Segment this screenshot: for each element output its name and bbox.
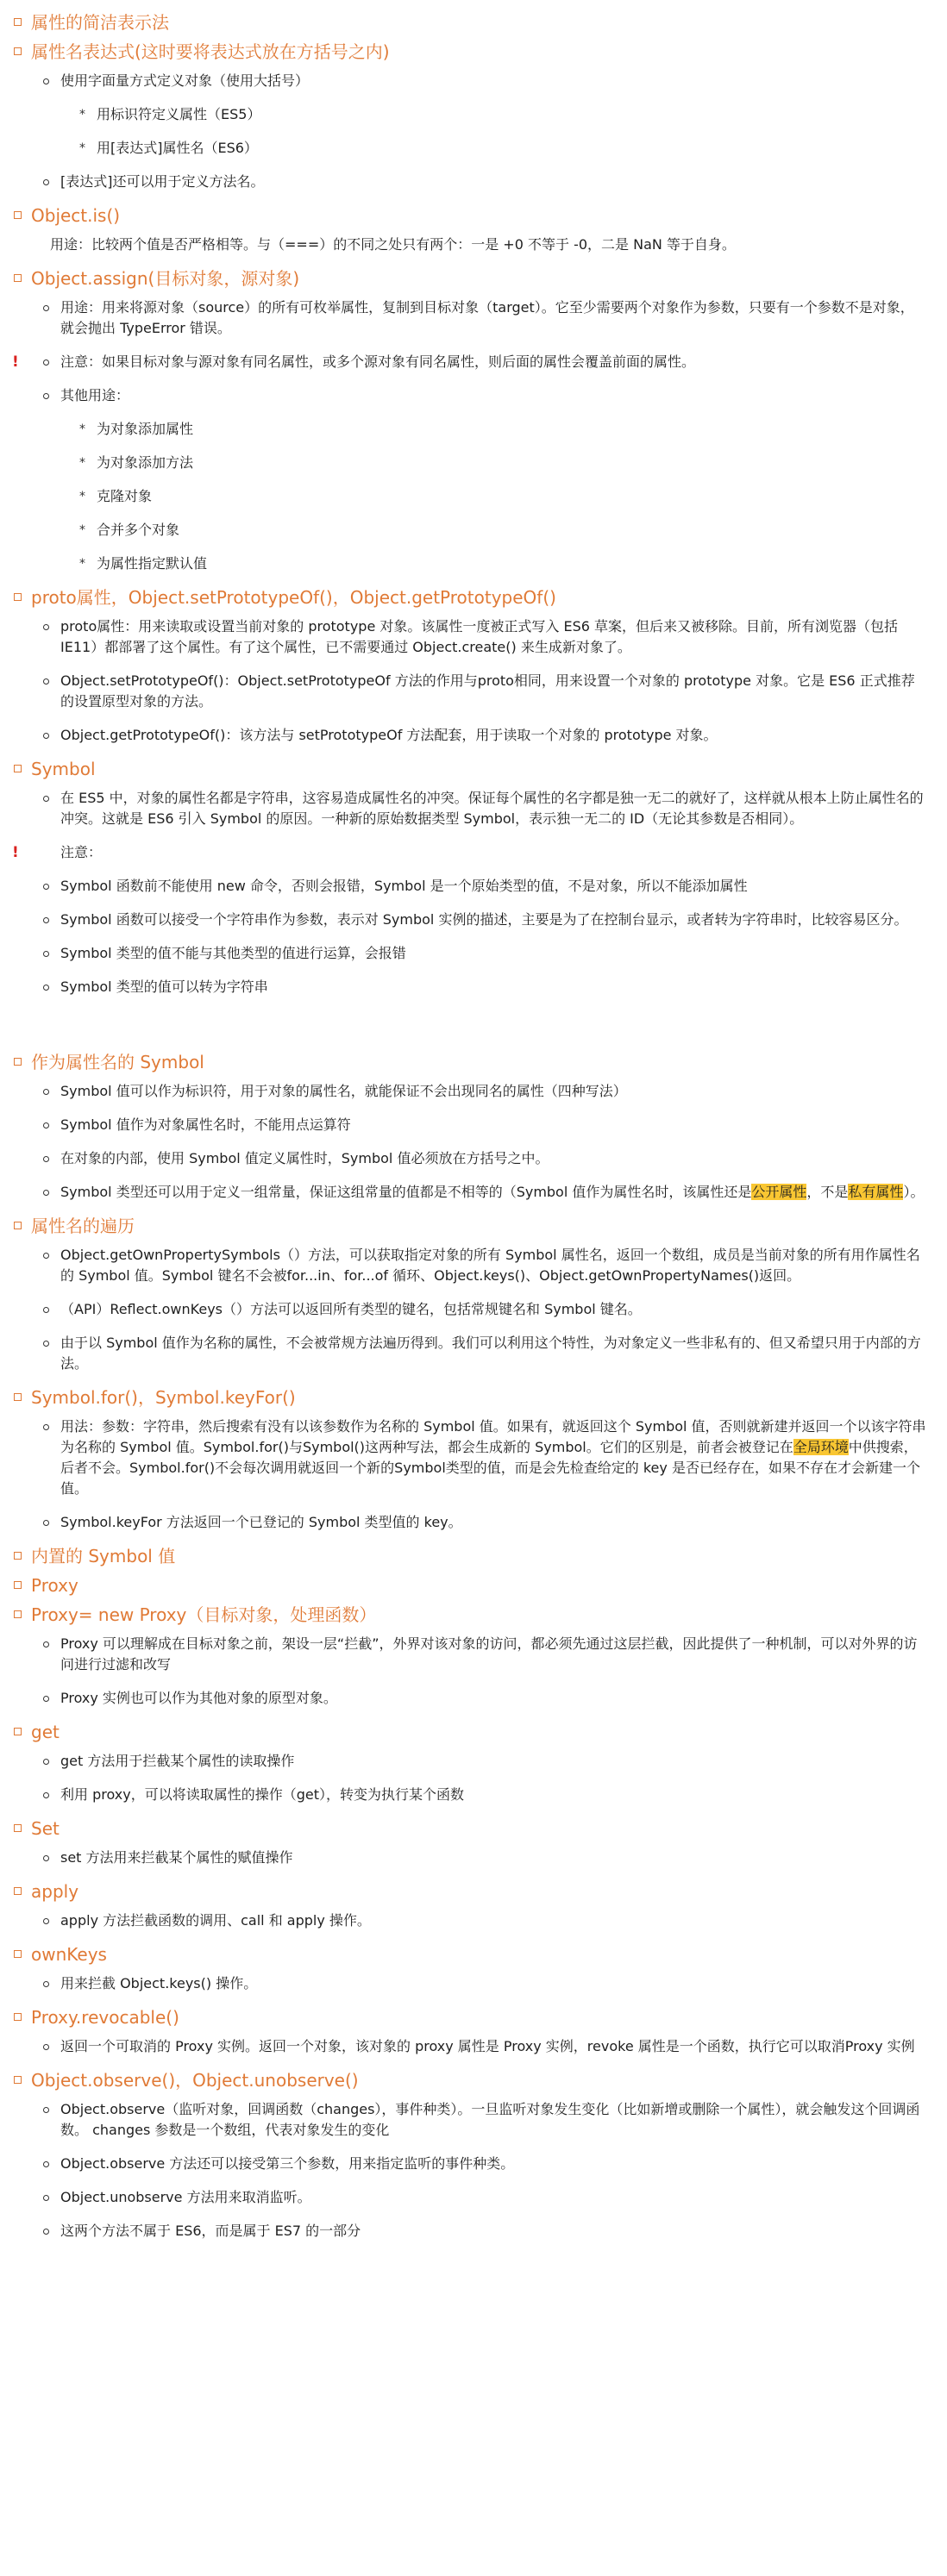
- section-title: Object.observe()，Object.unobserve(): [12, 2070, 935, 2091]
- list-item-important: [12, 352, 935, 372]
- section-title: Proxy= new Proxy（目标对象，处理函数）: [12, 1604, 935, 1625]
- section-title: Object.is(): [12, 205, 935, 226]
- list-item: 使用字面量方式定义对象（使用大括号）: [12, 71, 935, 91]
- section-title: get: [12, 1722, 935, 1742]
- highlighted-text: 全局环境: [793, 1439, 849, 1455]
- list-item: Symbol.keyFor 方法返回一个已登记的 Symbol 类型值的 key。: [12, 1512, 935, 1533]
- section-title: 属性名表达式(这时要将表达式放在方括号之内): [12, 41, 935, 62]
- list-item: Symbol 函数前不能使用 new 命令，否则会报错，Symbol 是一个原始类型的值，不是对象，所以不能添加属性: [12, 876, 935, 897]
- list-item: apply 方法拦截函数的调用、call 和 apply 操作。: [12, 1910, 935, 1931]
- section-title: Set: [12, 1818, 935, 1839]
- section-title: Symbol.for()，Symbol.keyFor(): [12, 1387, 935, 1408]
- sub-list-item: * 为对象添加属性: [12, 419, 935, 440]
- section-title: proto属性，Object.setPrototypeOf()，Object.getPrototypeOf(): [12, 587, 935, 608]
- highlighted-text: 私有属性: [848, 1184, 904, 1200]
- section-title: 内置的 Symbol 值: [12, 1546, 935, 1566]
- list-item: get 方法用于拦截某个属性的读取操作: [12, 1751, 935, 1772]
- list-item: （API）Reflect.ownKeys（）方法可以返回所有类型的键名，包括常规键名和 Symbol 键名。: [12, 1299, 935, 1320]
- section-title: 属性的简洁表示法: [12, 12, 935, 33]
- list-item: Symbol 值作为对象属性名时，不能用点运算符: [12, 1115, 935, 1135]
- list-item: Object.observe（监听对象，回调函数（changes），事件种类）。一旦监听对象发生变化（比如新增或删除一个属性），就会触发这个回调函数。 changes 参数是一个数组，代表对象发生的变化: [12, 2099, 935, 2141]
- spacer: [12, 1010, 935, 1047]
- list-item: Object.unobserve 方法用来取消监听。: [12, 2187, 935, 2208]
- list-item-text: 注意：如果目标对象与源对象有同名属性，或多个源对象有同名属性，则后面的属性会覆盖前面的属性。: [60, 353, 696, 370]
- sub-list-item: * 为属性指定默认值: [12, 553, 935, 574]
- sub-list-item: * 用标识符定义属性（ES5）: [12, 104, 935, 125]
- list-item: [12, 1416, 935, 1499]
- section-title: Proxy: [12, 1575, 935, 1596]
- sub-list-item: * 合并多个对象: [12, 520, 935, 541]
- list-item: [12, 1182, 935, 1203]
- text-run: 用法：参数：字符串，然后搜索有没有以该参数作为名称的 Symbol 值。如果有，就返回这个 Symbol 值，否则就新建并返回一个以该字符串为名称的 Symbol 值。Symbol.for()与Symbol()这两种写法，都会生成新的 Symbol。它们的区别是，前者会被登记在: [60, 1418, 926, 1455]
- sub-list-item: * 为对象添加方法: [12, 453, 935, 473]
- section-title: Object.assign(目标对象，源对象): [12, 268, 935, 289]
- list-item: 用来拦截 Object.keys() 操作。: [12, 1973, 935, 1994]
- list-item: Proxy 可以理解成在目标对象之前，架设一层“拦截”，外界对该对象的访问，都必须先通过这层拦截，因此提供了一种机制，可以对外界的访问进行过滤和改写: [12, 1634, 935, 1675]
- list-item: 由于以 Symbol 值作为名称的属性，不会被常规方法遍历得到。我们可以利用这个特性，为对象定义一些非私有的、但又希望只用于内部的方法。: [12, 1333, 935, 1374]
- list-item: Symbol 函数可以接受一个字符串作为参数，表示对 Symbol 实例的描述，主要是为了在控制台显示，或者转为字符串时，比较容易区分。: [12, 910, 935, 930]
- list-item: 在对象的内部，使用 Symbol 值定义属性时，Symbol 值必须放在方括号之中。: [12, 1148, 935, 1169]
- sub-list-item: * 克隆对象: [12, 486, 935, 507]
- highlighted-text: 公开属性: [751, 1184, 807, 1200]
- list-item: 返回一个可取消的 Proxy 实例。返回一个对象，该对象的 proxy 属性是 Proxy 实例，revoke 属性是一个函数，执行它可以取消Proxy 实例: [12, 2036, 935, 2057]
- text-run: ，不是: [806, 1184, 849, 1200]
- list-item: Symbol 类型的值不能与其他类型的值进行运算，会报错: [12, 943, 935, 964]
- section-title: Proxy.revocable(): [12, 2007, 935, 2028]
- list-item: Proxy 实例也可以作为其他对象的原型对象。: [12, 1688, 935, 1709]
- list-item: proto属性：用来读取或设置当前对象的 prototype 对象。该属性一度被正式写入 ES6 草案，但后来又被移除。目前，所有浏览器（包括 IE11）都部署了这个属性。有了这个属性，已不需要通过 Object.create() 来生成新对象了。: [12, 616, 935, 658]
- note-line: [12, 842, 935, 863]
- list-item: Symbol 值可以作为标识符，用于对象的属性名，就能保证不会出现同名的属性（四种写法）: [12, 1081, 935, 1102]
- list-item: 在 ES5 中，对象的属性名都是字符串，这容易造成属性名的冲突。保证每个属性的名字都是独一无二的就好了，这样就从根本上防止属性名的冲突。这就是 ES6 引入 Symbol 的原因。一种新的原始数据类型 Symbol，表示独一无二的 ID（无论其参数是否相同）。: [12, 788, 935, 829]
- list-item: Object.getPrototypeOf()：该方法与 setPrototypeOf 方法配套，用于读取一个对象的 prototype 对象。: [12, 725, 935, 746]
- sub-list-item: * 用[表达式]属性名（ES6）: [12, 138, 935, 159]
- exclamation-icon: !: [12, 353, 19, 371]
- list-item: 其他用途：: [12, 385, 935, 406]
- list-item: 用途：用来将源对象（source）的所有可枚举属性，复制到目标对象（target）。它至少需要两个对象作为参数，只要有一个参数不是对象，就会抛出 TypeError 错误。: [12, 297, 935, 339]
- list-item: Object.getOwnPropertySymbols（）方法，可以获取指定对象的所有 Symbol 属性名，返回一个数组，成员是当前对象的所有用作属性名的 Symbol 值。Symbol 键名不会被for...in、for...of 循环、Object.keys()、Object.getOwnPropertyNames()返回。: [12, 1245, 935, 1286]
- text-run: ）。: [903, 1184, 925, 1200]
- list-item: Object.setPrototypeOf()：Object.setPrototypeOf 方法的作用与proto相同，用来设置一个对象的 prototype 对象。它是 ES6 正式推荐的设置原型对象的方法。: [12, 671, 935, 712]
- text-run: Symbol 类型还可以用于定义一组常量，保证这组常量的值都是不相等的（Symbol 值作为属性名时，该属性还是: [60, 1184, 752, 1200]
- list-item: set 方法用来拦截某个属性的赋值操作: [12, 1848, 935, 1868]
- exclamation-icon: !: [12, 844, 19, 861]
- note-label: 注意：: [60, 844, 103, 860]
- list-item: [表达式]还可以用于定义方法名。: [12, 172, 935, 192]
- section-title: apply: [12, 1881, 935, 1902]
- section-title: 作为属性名的 Symbol: [12, 1052, 935, 1072]
- list-item: Symbol 类型的值可以转为字符串: [12, 977, 935, 997]
- section-title: 属性名的遍历: [12, 1216, 935, 1236]
- section-title: Symbol: [12, 759, 935, 779]
- list-item: 这两个方法不属于 ES6，而是属于 ES7 的一部分: [12, 2221, 935, 2241]
- section-title: ownKeys: [12, 1944, 935, 1965]
- list-item: Object.observe 方法还可以接受第三个参数，用来指定监听的事件种类。: [12, 2154, 935, 2174]
- paragraph: 用途：比较两个值是否严格相等。与（===）的不同之处只有两个：一是 +0 不等于 -0，二是 NaN 等于自身。: [50, 236, 736, 253]
- text-run: 中供搜索，后者不会。Symbol.for()不会每次调用就返回一个新的Symbol类型的值，而是会先检查给定的 key 是否已经存在，如果不存在才会新建一个值。: [60, 1439, 920, 1497]
- list-item: 利用 proxy，可以将读取属性的操作（get），转变为执行某个函数: [12, 1785, 935, 1805]
